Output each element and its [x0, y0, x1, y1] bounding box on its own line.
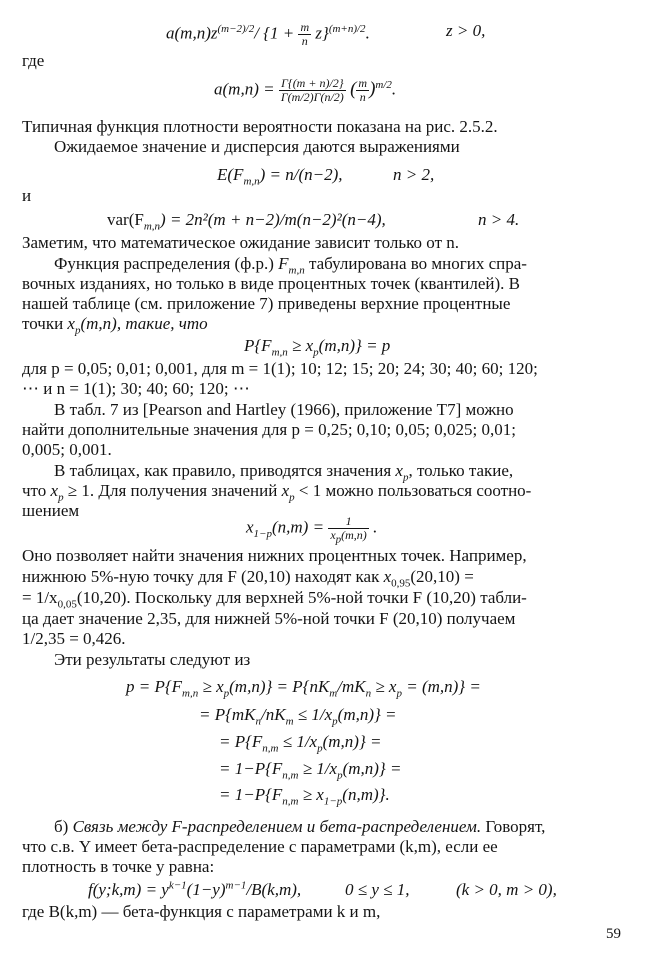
formula-condition: z > 0,	[446, 21, 486, 40]
text-line: В табл. 7 из [Pearson and Hartley (1966), приложение Т7] можно	[54, 400, 514, 419]
text-line: 0,005; 0,001.	[22, 440, 112, 459]
text-line: нижнюю 5%-ную точку для F (20,10) находят как $x_{0,95}(20,10)$ =	[22, 567, 474, 590]
text-line: Функция распределения (ф.р.) $F_{m,n}$ табулирована во многих спра-	[54, 254, 527, 277]
text-line: ⋯ и n = 1(1); 30; 40; 60; 120; ⋯	[22, 379, 250, 398]
text-line: ца дает значение 2,35, для нижней 5%-ной точки F (20,10) получаем	[22, 609, 516, 628]
formula-quantile: $P\{F_{m,n} \ge x_p(m,n)\} = p$	[244, 336, 391, 359]
text-line: Ожидаемое значение и дисперсия даются выражениями	[54, 137, 460, 156]
text-line: что с.в. Y имеет бета-распределение с параметрами (k,m), если ее	[22, 837, 498, 856]
text-line: = $1/x_{0,05}(10,20)$. Поскольку для верхней 5%-ной точки F (10,20) табли-	[22, 588, 527, 611]
text-line: Типичная функция плотности вероятности показана на рис. 2.5.2.	[22, 117, 498, 136]
derivation-line: = $1-P\{F_{n,m} \ge x_{1-p}(n,m)\}$.	[219, 785, 390, 808]
text-line: точки $x_p(m,n)$, такие, что	[22, 314, 208, 337]
text-line: вочных изданиях, но только в виде процентных точек (квантилей). В	[22, 274, 520, 293]
text-line: 1/2,35 = 0,426.	[22, 629, 126, 648]
formula-condition: 0 ≤ y ≤ 1,	[345, 880, 410, 899]
derivation-line: $p = P\{F_{m,n} \ge x_p(m,n)\} = P\{nK_m/mK_n \ge x_p = (m,n)\}$ =	[126, 677, 481, 700]
text-line: для p = 0,05; 0,01; 0,001, для m = 1(1); 10; 12; 15; 20; 24; 30; 40; 60; 120;	[22, 359, 538, 378]
derivation-line: = $1-P\{F_{n,m} \ge 1/x_p(m,n)\}$ =	[219, 759, 402, 782]
formula-condition: (k > 0, m > 0),	[456, 880, 557, 899]
formula-expectation: $E(F_{m,n}) = n/(n-2)$,	[217, 165, 343, 188]
text-line: что $x_p \ge 1$. Для получения значений $x_p < 1$ можно пользоваться соотно-	[22, 481, 532, 504]
text-line: и	[22, 186, 32, 205]
text-line: Эти результаты следуют из	[54, 650, 251, 669]
formula-variance: $var(F_{m,n}) = 2n^2(m + n-2)/m(n-2)^2(n-4)$,	[107, 210, 386, 233]
text-line: нашей таблице (см. приложение 7) приведены верхние процентные	[22, 294, 511, 313]
formula-coefficient: a(m,n) = $\frac{\Gamma\{(m + n)/2\}}{\Gamma(m/2)\Gamma(n/2)}$ ( $\frac{m}{n}$ )$^{m/2}$.	[214, 76, 397, 104]
formula-condition: n > 4.	[478, 210, 520, 229]
formula-condition: n > 2,	[393, 165, 435, 184]
text-line: В таблицах, как правило, приводятся значения $x_p$, только такие,	[54, 461, 514, 484]
derivation-line: = $P\{F_{n,m} \le 1/x_p(m,n)\}$ =	[219, 732, 382, 755]
text-line: где B(k,m) — бета-функция с параметрами k и m,	[22, 902, 381, 921]
formula-density: $a(m,n)z^{(m-2)/2}/$ {1 + $\frac{m}{n}$ z}$^{(m+n)/2}$.	[166, 20, 370, 48]
text-line: где	[22, 51, 45, 70]
text-line: плотность в точке y равна:	[22, 857, 215, 876]
text-line: Оно позволяет найти значения нижних процентных точек. Например,	[22, 546, 527, 565]
text-line: Заметим, что математическое ожидание зависит только от n.	[22, 233, 459, 252]
page-number: 59	[606, 926, 621, 942]
section-heading-line: б) Связь между F-распределением и бета-распределением. Говорят,	[54, 817, 546, 836]
formula-beta-density: f(y;k,m) = $y^{k-1}(1-y)^{m-1}/B(k,m)$,	[88, 879, 302, 899]
text-line: найти дополнительные значения для p = 0,25; 0,10; 0,05; 0,025; 0,01;	[22, 420, 516, 439]
derivation-line: = $P\{mK_n/nK_m \le 1/x_p(m,n)\}$ =	[199, 705, 397, 728]
formula-reciprocal: $x_{1-p}(n,m)$ = $\frac{1}{x_p(m,n)}$ .	[246, 514, 378, 546]
text-line: шением	[22, 501, 80, 520]
